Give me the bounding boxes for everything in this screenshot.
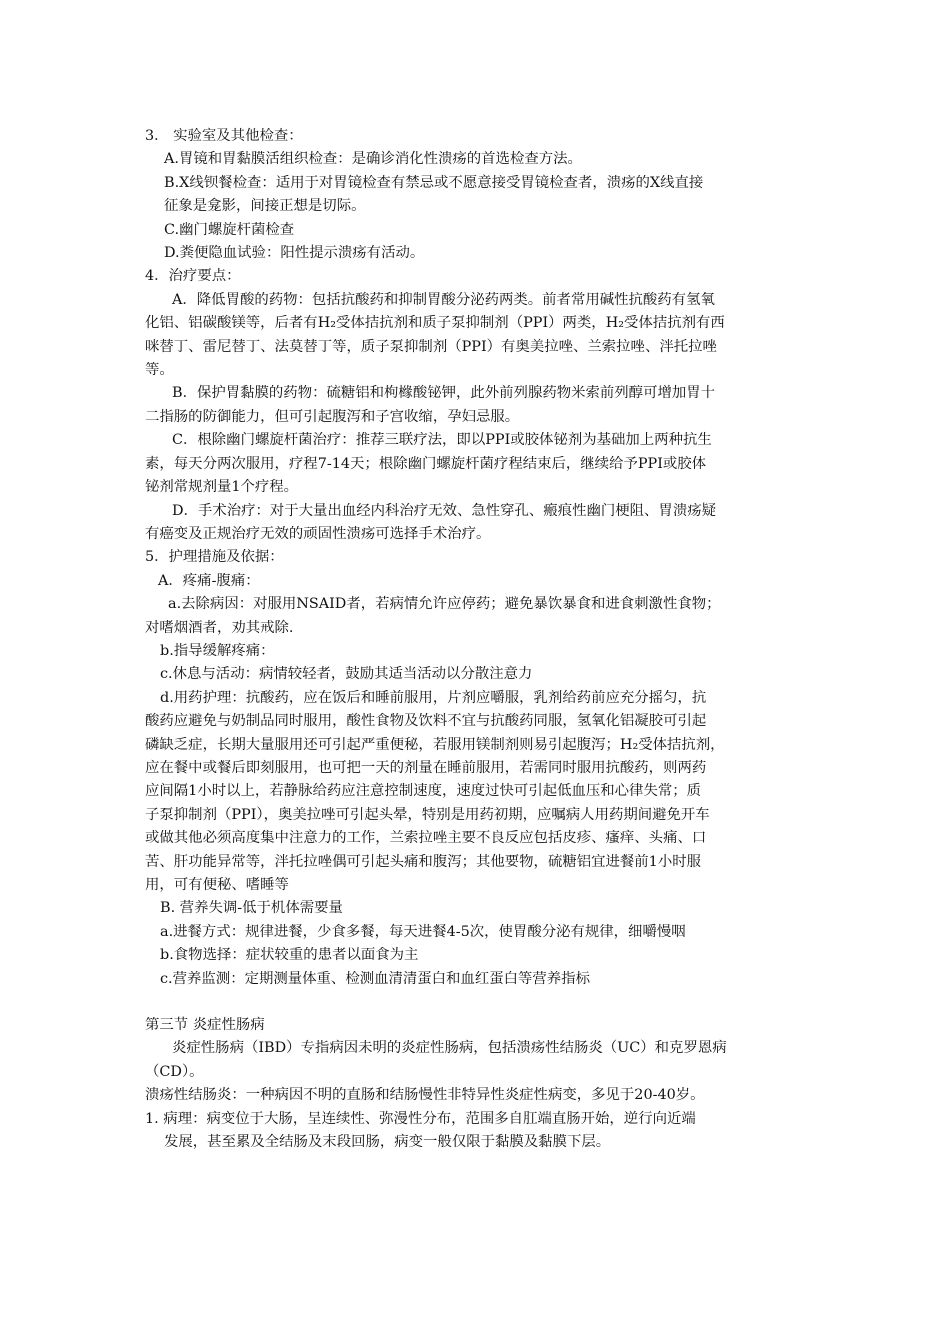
heading-lab-exams: 3． 实验室及其他检查： bbox=[145, 128, 303, 144]
spacer bbox=[0, 991, 950, 1014]
paragraph-line: c.休息与活动：病情较轻者，鼓励其适当活动以分散注意力 bbox=[160, 666, 533, 683]
paragraph-line: 二指肠的防御能力，但可引起腹泻和子宫收缩，孕妇忌服。 bbox=[145, 408, 520, 425]
paragraph-line: a.去除病因：对服用NSAID者，若病情允许应停药；避免暴饮暴食和进食刺激性食物； bbox=[168, 596, 721, 613]
paragraph-line: 酸药应避免与奶制品同时服用，酸性食物及饮料不宜与抗酸药同服，氢氧化铝凝胶可引起 bbox=[145, 713, 707, 730]
section-title: 第三节 炎症性肠病 bbox=[145, 1017, 265, 1034]
paragraph-line: b.指导缓解疼痛： bbox=[160, 642, 275, 659]
paragraph-line: C．根除幽门螺旋杆菌治疗：推荐三联疗法，即以PPI或胶体铋剂为基础加上两种抗生 bbox=[172, 432, 712, 449]
paragraph-line: 对嗜烟酒者，劝其戒除. bbox=[145, 619, 294, 636]
list-item: D.粪便隐血试验：阳性提示溃疡有活动。 bbox=[164, 245, 425, 262]
paragraph-line: 子泵抑制剂（PPI），奥美拉唑可引起头晕，特别是用药初期，应嘱病人用药期间避免开车 bbox=[145, 806, 710, 823]
paragraph-line: 发展，甚至累及全结肠及末段回肠，病变一般仅限于黏膜及黏膜下层。 bbox=[164, 1134, 611, 1151]
list-item-continuation: 征象是龛影，间接正想是切际。 bbox=[164, 198, 366, 215]
paragraph-line: A．降低胃酸的药物：包括抗酸药和抑制胃酸分泌药两类。前者常用碱性抗酸药有氢氧 bbox=[172, 291, 715, 308]
paragraph-line: 磷缺乏症，长期大量服用还可引起严重便秘，若服用镁制剂则易引起腹泻；H₂受体拮抗剂， bbox=[145, 736, 725, 753]
heading-nursing: 5．护理措施及依据： bbox=[145, 549, 284, 566]
paragraph-line: 用，可有便秘、嗜睡等 bbox=[145, 877, 289, 893]
paragraph-line: 炎症性肠病（IBD）专指病因未明的炎症性肠病，包括溃疡性结肠炎（UC）和克罗恩病 bbox=[172, 1040, 727, 1057]
paragraph-line: 素，每天分两次服用，疗程7-14天；根除幽门螺旋杆菌疗程结束后，继续给予PPI或胶体 bbox=[145, 455, 707, 472]
list-item: B.X线钡餐检查：适用于对胃镜检查有禁忌或不愿意接受胃镜检查者，溃疡的X线直接 bbox=[164, 174, 704, 191]
paragraph-line: 溃疡性结肠炎：一种病因不明的直肠和结肠慢性非特异性炎症性病变，多见于20-40岁。 bbox=[145, 1087, 705, 1104]
paragraph-line: b.食物选择：症状较重的患者以面食为主 bbox=[160, 947, 419, 964]
paragraph-line: D．手术治疗：对于大量出血经内科治疗无效、急性穿孔、瘢痕性幽门梗阻、胃溃疡疑 bbox=[172, 502, 716, 519]
paragraph-line: 或做其他必须高度集中注意力的工作，兰索拉唑主要不良反应包括皮疹、瘙痒、头痛、口 bbox=[145, 830, 707, 847]
paragraph-line: 有癌变及正规治疗无效的顽固性溃疡可选择手术治疗。 bbox=[145, 525, 491, 542]
heading-pathology: 1. 病理：病变位于大肠，呈连续性、弥漫性分布，范围多自肛端直肠开始，逆行向近端 bbox=[145, 1110, 696, 1127]
heading-treatment: 4．治疗要点： bbox=[145, 268, 241, 285]
paragraph-line: c.营养监测：定期测量体重、检测血清清蛋白和血红蛋白等营养指标 bbox=[160, 970, 590, 987]
paragraph-line: B．保护胃黏膜的药物：硫糖铝和枸橼酸铋钾，此外前列腺药物米索前列醇可增加胃十 bbox=[172, 385, 716, 402]
list-item: C.幽门螺旋杆菌检查 bbox=[164, 221, 295, 238]
subheading: B. 营养失调-低于机体需要量 bbox=[160, 900, 343, 917]
paragraph-line: 应间隔1小时以上，若静脉给药应注意控制速度，速度过快可引起低血压和心律失常；质 bbox=[145, 783, 702, 800]
paragraph-line: 咪替丁、雷尼替丁、法莫替丁等，质子泵抑制剂（PPI）有奥美拉唑、兰索拉唑、泮托拉唑 bbox=[145, 338, 717, 355]
paragraph-line: 化铝、铝碳酸镁等，后者有H₂受体拮抗剂和质子泵抑制剂（PPI）两类，H₂受体拮抗剂有西 bbox=[145, 315, 725, 332]
paragraph-line: a.进餐方式：规律进餐，少食多餐，每天进餐4-5次，使胃酸分泌有规律，细嚼慢咽 bbox=[160, 923, 686, 940]
paragraph-line: 苦、肝功能异常等，泮托拉唑偶可引起头痛和腹泻；其他要物，硫糖铝宜进餐前1小时服 bbox=[145, 853, 702, 870]
paragraph-line: （CD）。 bbox=[145, 1063, 204, 1080]
paragraph-line: 等。 bbox=[145, 362, 174, 379]
list-item: A.胃镜和胃黏膜活组织检查：是确诊消化性溃疡的首选检查方法。 bbox=[164, 151, 582, 168]
paragraph-line: 铋剂常规剂量1个疗程。 bbox=[145, 479, 299, 496]
subheading: A．疼痛-腹痛： bbox=[158, 572, 260, 589]
paragraph-line: 应在餐中或餐后即刻服用，也可把一天的剂量在睡前服用，若需同时服用抗酸药，则两药 bbox=[145, 759, 707, 776]
paragraph-line: d.用药护理：抗酸药，应在饭后和睡前服用，片剂应嚼服，乳剂给药前应充分摇匀，抗 bbox=[160, 689, 707, 706]
